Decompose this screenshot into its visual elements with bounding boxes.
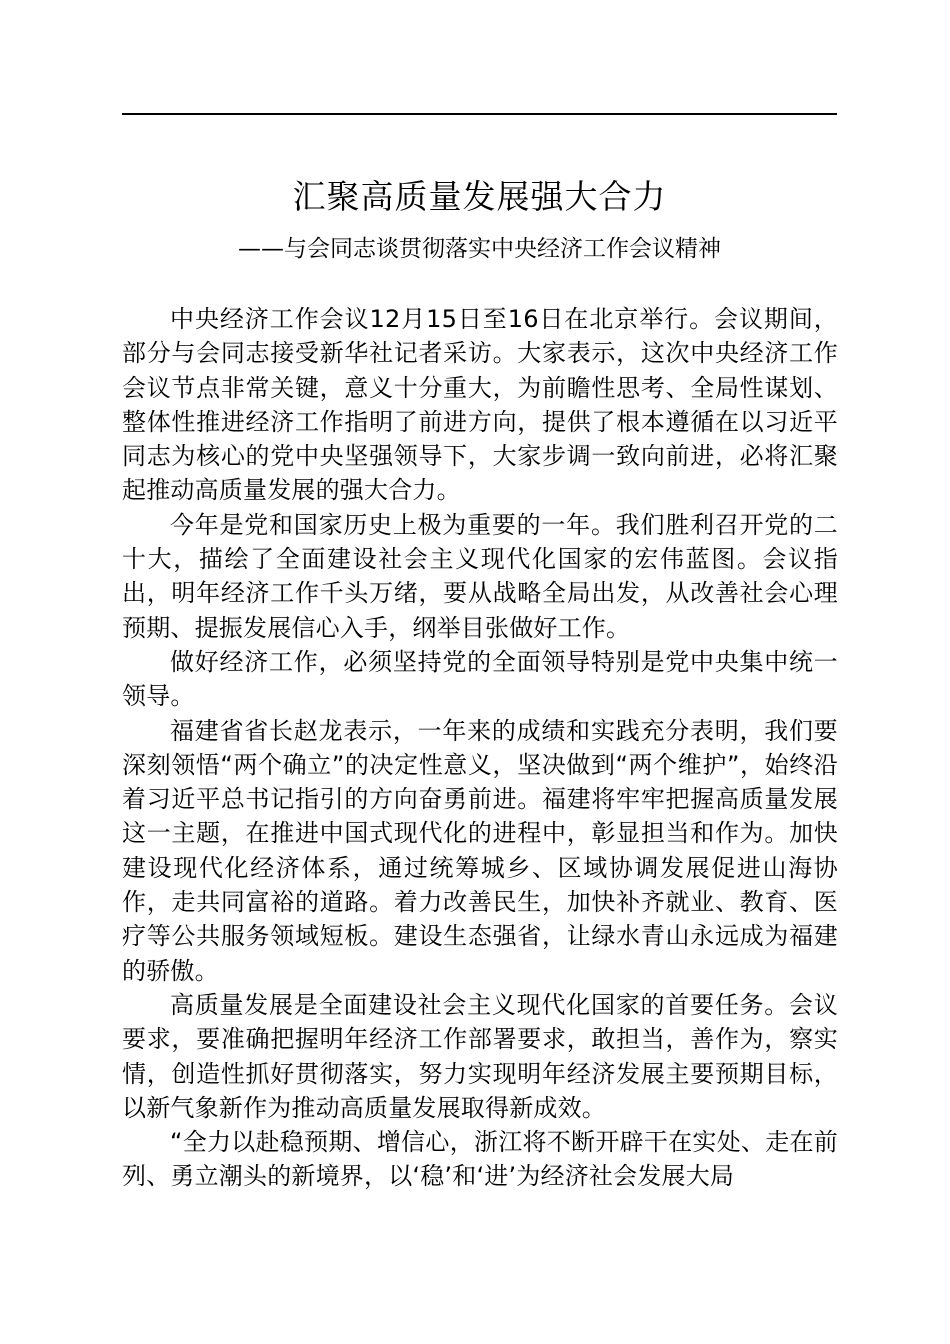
paragraph-1: 中央经济工作会议12月15日至16日在北京举行。会议期间，部分与会同志接受新华社记者采访。大家表示，这次中央经济工作会议节点非常关键，意义十分重大，为前瞻性思考、全局性谋划、整体性推进经济工作指明了前进方向，提供了根本遵循在以习近平同志为核心的党中央坚强领导下，大家步调一致向前进，必将汇聚起推动高质量发展的强大合力。 <box>122 305 838 505</box>
article-subtitle: ——与会同志谈贯彻落实中央经济工作会议精神 <box>238 236 721 262</box>
paragraph-3: 做好经济工作，必须坚持党的全面领导特别是党中央集中统一领导。 <box>122 647 838 711</box>
article-title: 汇聚高质量发展强大合力 <box>292 177 667 216</box>
header-rule <box>122 113 837 115</box>
paragraph-2: 今年是党和国家历史上极为重要的一年。我们胜利召开党的二十大，描绘了全面建设社会主义现代化国家的宏伟蓝图。会议指出，明年经济工作千头万绪，要从战略全局出发，从改善社会心理预期、提振发展信心入手，纲举目张做好工作。 <box>122 510 838 642</box>
paragraph-5: 高质量发展是全面建设社会主义现代化国家的首要任务。会议要求，要准确把握明年经济工作部署要求，敢担当，善作为，察实情，创造性抓好贯彻落实，努力实现明年经济发展主要预期目标，以新气象新作为推动高质量发展取得新成效。 <box>122 990 838 1122</box>
paragraph-4: 福建省省长赵龙表示，一年来的成绩和实践充分表明，我们要深刻领悟“两个确立”的决定性意义，坚决做到“两个维护”，始终沿着习近平总书记指引的方向奋勇前进。福建将牢牢把握高质量发展这一主题，在推进中国式现代化的进程中，彰显担当和作为。加快建设现代化经济体系，通过统筹城乡、区域协调发展促进山海协作，走共同富裕的道路。着力改善民生，加快补齐就业、教育、医疗等公共服务领域短板。建设生态强省，让绿水青山永远成为福建的骄傲。 <box>122 716 838 985</box>
article-body <box>122 302 838 1194</box>
paragraph-6: “全力以赴稳预期、增信心，浙江将不断开辟干在实处、走在前列、勇立潮头的新境界，以‘稳’和‘进’为经济社会发展大局 <box>122 1128 838 1191</box>
